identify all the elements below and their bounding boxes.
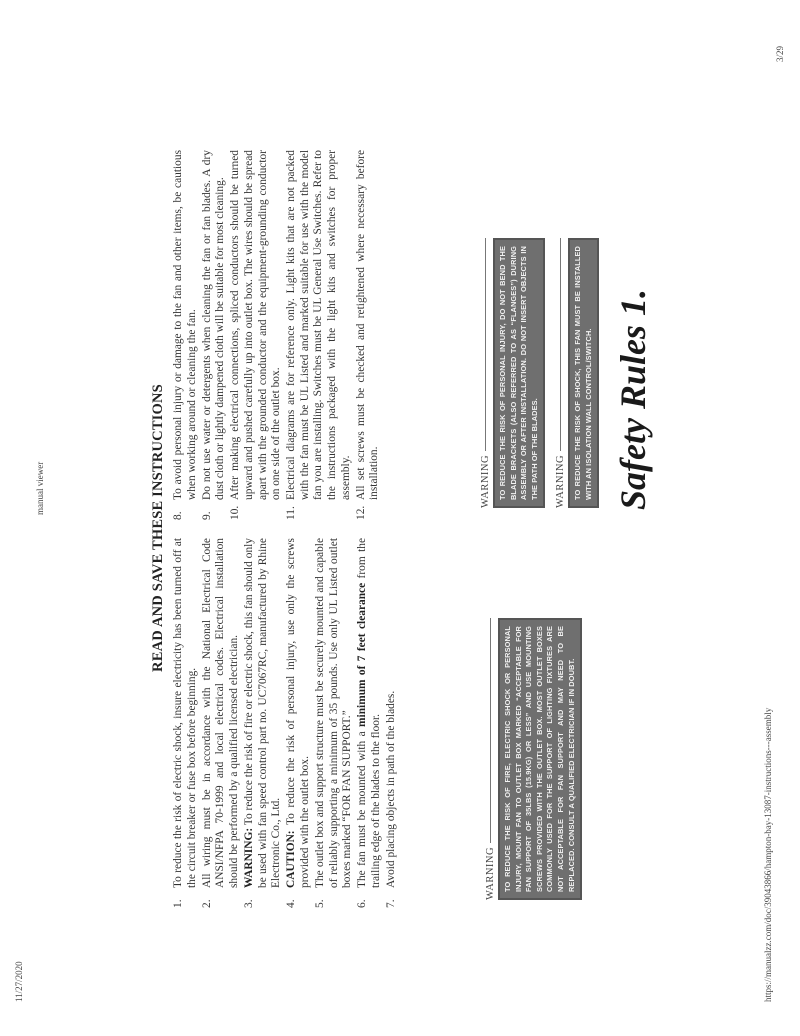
item-text: After making electrical connections, spliced conductors should be turned upward and pushed carefully up into outlet box. The wires should be spread apart with the grounded conductor and the equipment-grounding conductor on one side of the outlet box. [229, 150, 283, 500]
item-number: 5. [313, 899, 326, 908]
page-indicator: 3/29 [775, 45, 785, 62]
site-title: manual viewer [35, 461, 45, 515]
instruction-item [285, 150, 353, 520]
instruction-item [229, 150, 283, 520]
instruction-item [172, 150, 199, 520]
item-text [356, 538, 383, 888]
item-text [243, 538, 284, 888]
item-number: 11. [285, 506, 298, 520]
item-body: To reduce the risk of personal injury, use only the screws provided with the outlet box. [285, 538, 311, 888]
divider [485, 238, 486, 451]
print-date: 11/27/2020 [14, 961, 24, 1002]
warning-label: WARNING [480, 454, 491, 508]
instruction-item [172, 538, 199, 908]
item-text: To avoid personal injury or damage to the fan and other items, be cautious when working around or cleaning the fan. [172, 150, 198, 500]
item-text: The outlet box and support structure must be securely mounted and capable of reliably supporting a minimum of 35 pounds. Use only UL Listed outlet boxes marked “FOR FAN SUPPORT.” [313, 538, 354, 888]
item-number: 1. [172, 899, 184, 908]
clearance-emphasis: minimum of 7 feet clearance [356, 582, 369, 727]
warning-outlet-box [485, 618, 582, 900]
item-body: To reduce the risk of fire or electric shock, this fan should only be used with fan speed control part no. UC7067RC, manufactured by Rhine Electronic Co., Ltd. [242, 538, 283, 888]
warning-text: TO REDUCE THE RISK OF SHOCK, THIS FAN MUST BE INSTALLED WITH AN ISOLATION WALL CONTROL/SWITCH. [568, 238, 599, 508]
item-number: 3. [242, 899, 255, 908]
warning-label-row [480, 238, 491, 508]
item-number: 10. [229, 505, 242, 520]
right-instructions-column [172, 150, 383, 520]
item-number: 9. [200, 511, 213, 520]
item-text: All set screws must be checked and retightened where necessary before installation. [354, 150, 381, 500]
instruction-item [243, 538, 284, 908]
instruction-item [201, 538, 242, 908]
item-text: To reduce the risk of electric shock, insure electricity has been turned off at the circuit breaker or fuse box before beginning. [172, 538, 198, 888]
divider [490, 618, 491, 843]
warning-keyword: WARNING: [242, 827, 255, 888]
item-number: 4. [285, 899, 298, 908]
warning-isolation-switch [555, 238, 599, 508]
divider [560, 238, 561, 451]
instruction-item [314, 538, 355, 908]
item-number: 6. [356, 899, 369, 908]
instruction-item [201, 150, 228, 520]
warning-label-row [485, 618, 496, 900]
warning-label: WARNING [555, 454, 566, 508]
warning-text: TO REDUCE THE RISK OF PERSONAL INJURY, DO NOT BEND THE BLADE BRACKETS (ALSO REFERRED TO AS “FLANGES”) DURING ASSEMBLY OR AFTER INSTALLATION. DO NOT INSERT OBJECTS IN THE PATH OF THE BLADES. [493, 238, 545, 508]
item-text: All wiring must be in accordance with the National Electrical Code ANSI/NFPA 70-1999 and local electrical codes. Electrical installation should be performed by a qualified licensed electrician. [200, 538, 240, 888]
item-text: Electrical diagrams are for reference only. Light kits that are not packed with the fan must be UL Listed and marked suitable for use with the model fan you are installing. Switches must be UL General Use Switches. Refer to the instructions packaged with the light kits and switches for proper assembly. [285, 150, 352, 500]
instruction-item [285, 538, 312, 908]
instruction-item [356, 538, 383, 908]
item-text: Avoid placing objects in path of the blades. [384, 690, 397, 888]
item-text: Do not use water or detergents when cleaning the fan or fan blades. A dry dust cloth or lightly dampened cloth will be suitable for most cleaning. [200, 150, 227, 500]
warning-label-row [555, 238, 566, 508]
page-url: https://manualzz.com/doc/39043866/hampton-bay-13087-instructions---assembly [763, 707, 773, 1002]
instructions-heading: READ AND SAVE THESE INSTRUCTIONS [150, 384, 166, 672]
item-number: 8. [172, 511, 184, 520]
instruction-item [355, 150, 382, 520]
section-title: Safety Rules 1. [613, 289, 653, 510]
item-text [285, 538, 312, 888]
caution-keyword: CAUTION: [285, 830, 298, 888]
warning-text: TO REDUCE THE RISK OF FIRE, ELECTRIC SHOCK OR PERSONAL INJURY, MOUNT FAN TO OUTLET BOX MARKED “ACCEPTABLE FOR FAN SUPPORT OF 35LBS (15.9KG) OR LESS” AND USE MOUNTING SCREWS PROVIDED WITH THE OUTLET BOX. MOST OUTLET BOXES COMMONLY USED FOR THE SUPPORT OF LIGHTING FIXTURES ARE NOT ACCEPTABLE FOR FAN SUPPORT AND MAY NEED TO BE REPLACED. CONSULT A QUALIFIED ELECTRICIAN IF IN DOUBT. [498, 618, 582, 900]
item-body: from the trailing edge of the blades to the floor. [356, 538, 382, 888]
item-number: 2. [200, 899, 213, 908]
left-instructions-column [172, 538, 400, 908]
warning-label: WARNING [485, 846, 496, 900]
item-body: The fan must be mounted with a [356, 726, 369, 888]
item-number: 7. [384, 899, 397, 908]
item-number: 12. [354, 505, 367, 520]
instruction-item [385, 538, 399, 908]
manual-page [150, 148, 670, 908]
warning-blade-brackets [480, 238, 545, 508]
